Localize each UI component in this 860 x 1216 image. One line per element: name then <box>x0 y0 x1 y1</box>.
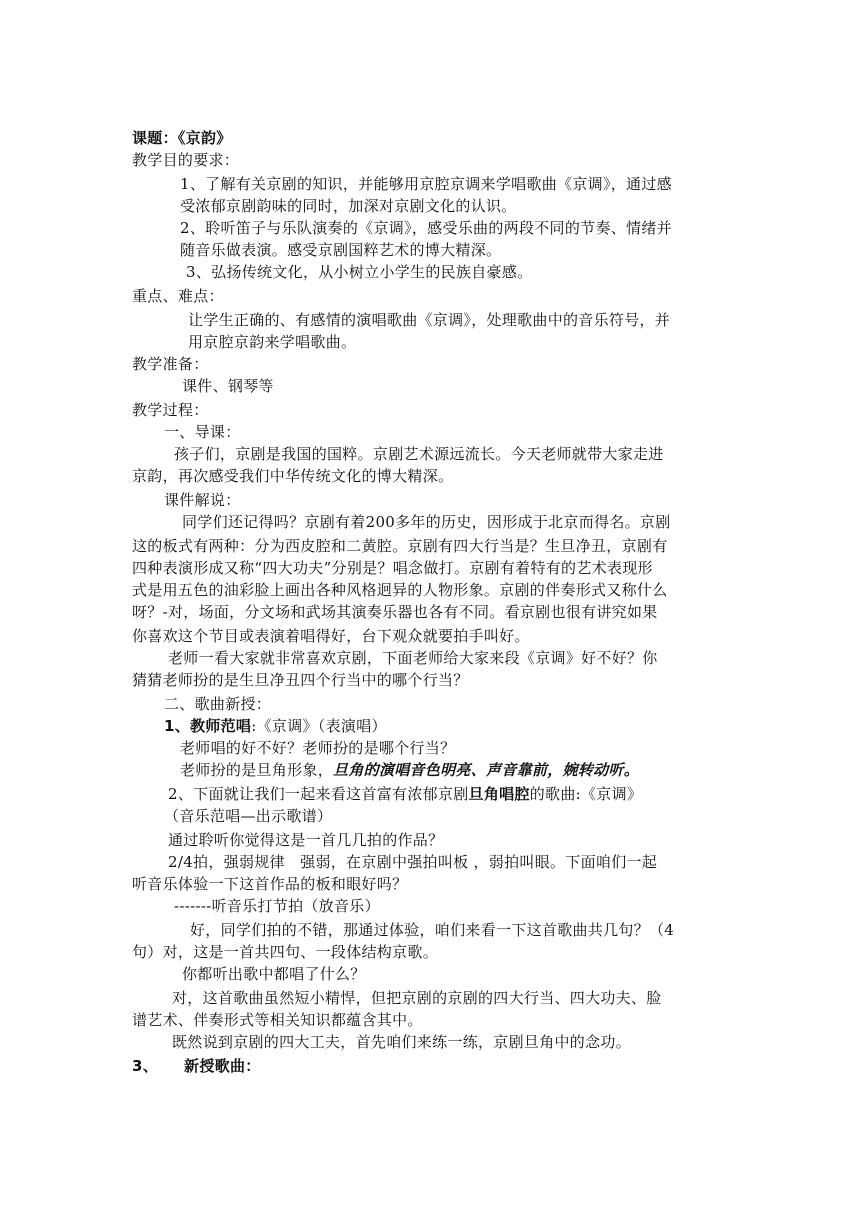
lesson-title: 课题：《京韵》 <box>132 129 232 147</box>
paragraph-line: 用京腔京韵来学唱歌曲。 <box>188 333 357 351</box>
paragraph-line: 受浓郁京剧韵味的同时，加深对京剧文化的认识。 <box>180 197 517 215</box>
section-heading: 教学准备： <box>132 355 209 373</box>
paragraph-line: 你都听出歌中都唱了什么？ <box>182 965 366 983</box>
paragraph-line: 课件、钢琴等 <box>182 377 274 395</box>
paragraph-line: 让学生正确的、有感情的演唱歌曲《京调》，处理歌曲中的音乐符号，并 <box>188 311 671 329</box>
paragraph-line: 2、聆听笛子与乐队演奏的《京调》，感受乐曲的两段不同的节奏、情绪并 <box>180 219 672 237</box>
paragraph-line: 好，同学们拍的不错，那通过体验，咱们来看一下这首歌曲共几句？（4 <box>190 921 675 939</box>
step-line <box>168 784 642 804</box>
paragraph-line: 既然说到京剧的四大工夫，首先咱们来练一练，京剧旦角中的念功。 <box>172 1033 632 1051</box>
paragraph-line: 听音乐体验一下这首作品的板和眼好吗？ <box>132 875 408 893</box>
paragraph-line: 式是用五色的油彩脸上画出各种风格迥异的人物形象。京剧的伴奏形式又称什么 <box>132 581 668 599</box>
step-line <box>164 716 387 736</box>
paragraph-line: （音乐范唱—出示歌谱） <box>164 807 333 825</box>
paragraph-line: 老师唱的好不好？老师扮的是哪个行当？ <box>180 739 456 757</box>
paragraph-line: 3、弘扬传统文化，从小树立小学生的民族自豪感。 <box>186 263 533 281</box>
paragraph-line: 通过聆听你觉得这是一首几几拍的作品？ <box>168 831 444 849</box>
paragraph-line: 四种表演形成又称“四大功夫”分别是？唱念做打。京剧有着特有的艺术表现形 <box>132 559 653 577</box>
paragraph-line: 这的板式有两种：分为西皮腔和二黄腔。京剧有四大行当是？生旦净丑，京剧有 <box>132 537 668 555</box>
paragraph-line: 谱艺术、伴奏形式等相关知识都蕴含其中。 <box>132 1011 423 1029</box>
paragraph-line: 1、了解有关京剧的知识，并能够用京腔京调来学唱歌曲《京调》，通过感 <box>180 175 672 193</box>
plain-text: 的歌曲:《京调》 <box>529 785 643 803</box>
paragraph-line: 呀？-对，场面，分文场和武场其演奏乐器也各有不同。看京剧也很有讲究如果 <box>132 603 658 621</box>
paragraph-line: 随音乐做表演。感受京剧国粹艺术的博大精深。 <box>180 241 502 259</box>
paragraph-line: 老师一看大家就非常喜欢京剧，下面老师给大家来段《京调》好不好？你 <box>168 649 658 667</box>
subsection-heading: 课件解说： <box>164 491 241 509</box>
subsection-heading: 二、歌曲新授： <box>164 695 272 713</box>
section-heading: 重点、难点： <box>132 287 224 305</box>
paragraph-line: 对，这首歌曲虽然短小精悍，但把京剧的京剧的四大行当、四大功夫、脸 <box>172 989 662 1007</box>
paragraph-line: 孩子们，京剧是我国的国粹。京剧艺术源远流长。今天老师就带大家走进 <box>174 445 664 463</box>
paragraph-line: -------听音乐打节拍（放音乐） <box>174 897 380 915</box>
subsection-heading: 一、导课： <box>164 423 241 441</box>
plain-text: 老师扮的是旦角形象， <box>180 761 334 779</box>
paragraph-line: 句）对，这是一首共四句、一段体结构京歌。 <box>132 943 439 961</box>
bold-text: 旦角唱腔 <box>468 785 530 803</box>
step-line <box>132 1056 261 1076</box>
paragraph-line: 京韵，再次感受我们中华传统文化的博大精深。 <box>132 467 454 485</box>
paragraph-line <box>180 760 639 780</box>
section-heading: 教学过程： <box>132 401 209 419</box>
paragraph-line: 同学们还记得吗？京剧有着200多年的历史，因形成于北京而得名。京剧 <box>182 513 671 531</box>
plain-text: 2、下面就让我们一起来看这首富有浓郁京剧 <box>168 785 469 803</box>
paragraph-line: 你喜欢这个节目或表演着唱得好，台下观众就要拍手叫好。 <box>132 627 530 645</box>
step-heading: 新授歌曲： <box>184 1057 261 1075</box>
step-number: 3、 <box>132 1057 159 1075</box>
emphasis-text: 旦角的演唱音色明亮、声音靠前，婉转动听。 <box>333 761 640 779</box>
paragraph-line: 2/4拍，强弱规律 强弱，在京剧中强拍叫板 ，弱拍叫眼。下面咱们一起 <box>168 853 658 871</box>
paragraph-line: 猜猜老师扮的是生旦净丑四个行当中的哪个行当？ <box>132 671 469 689</box>
step-label: 1、教师范唱 <box>164 717 252 735</box>
step-text: :《京调》（表演唱） <box>251 717 387 735</box>
section-heading: 教学目的要求： <box>132 151 240 169</box>
